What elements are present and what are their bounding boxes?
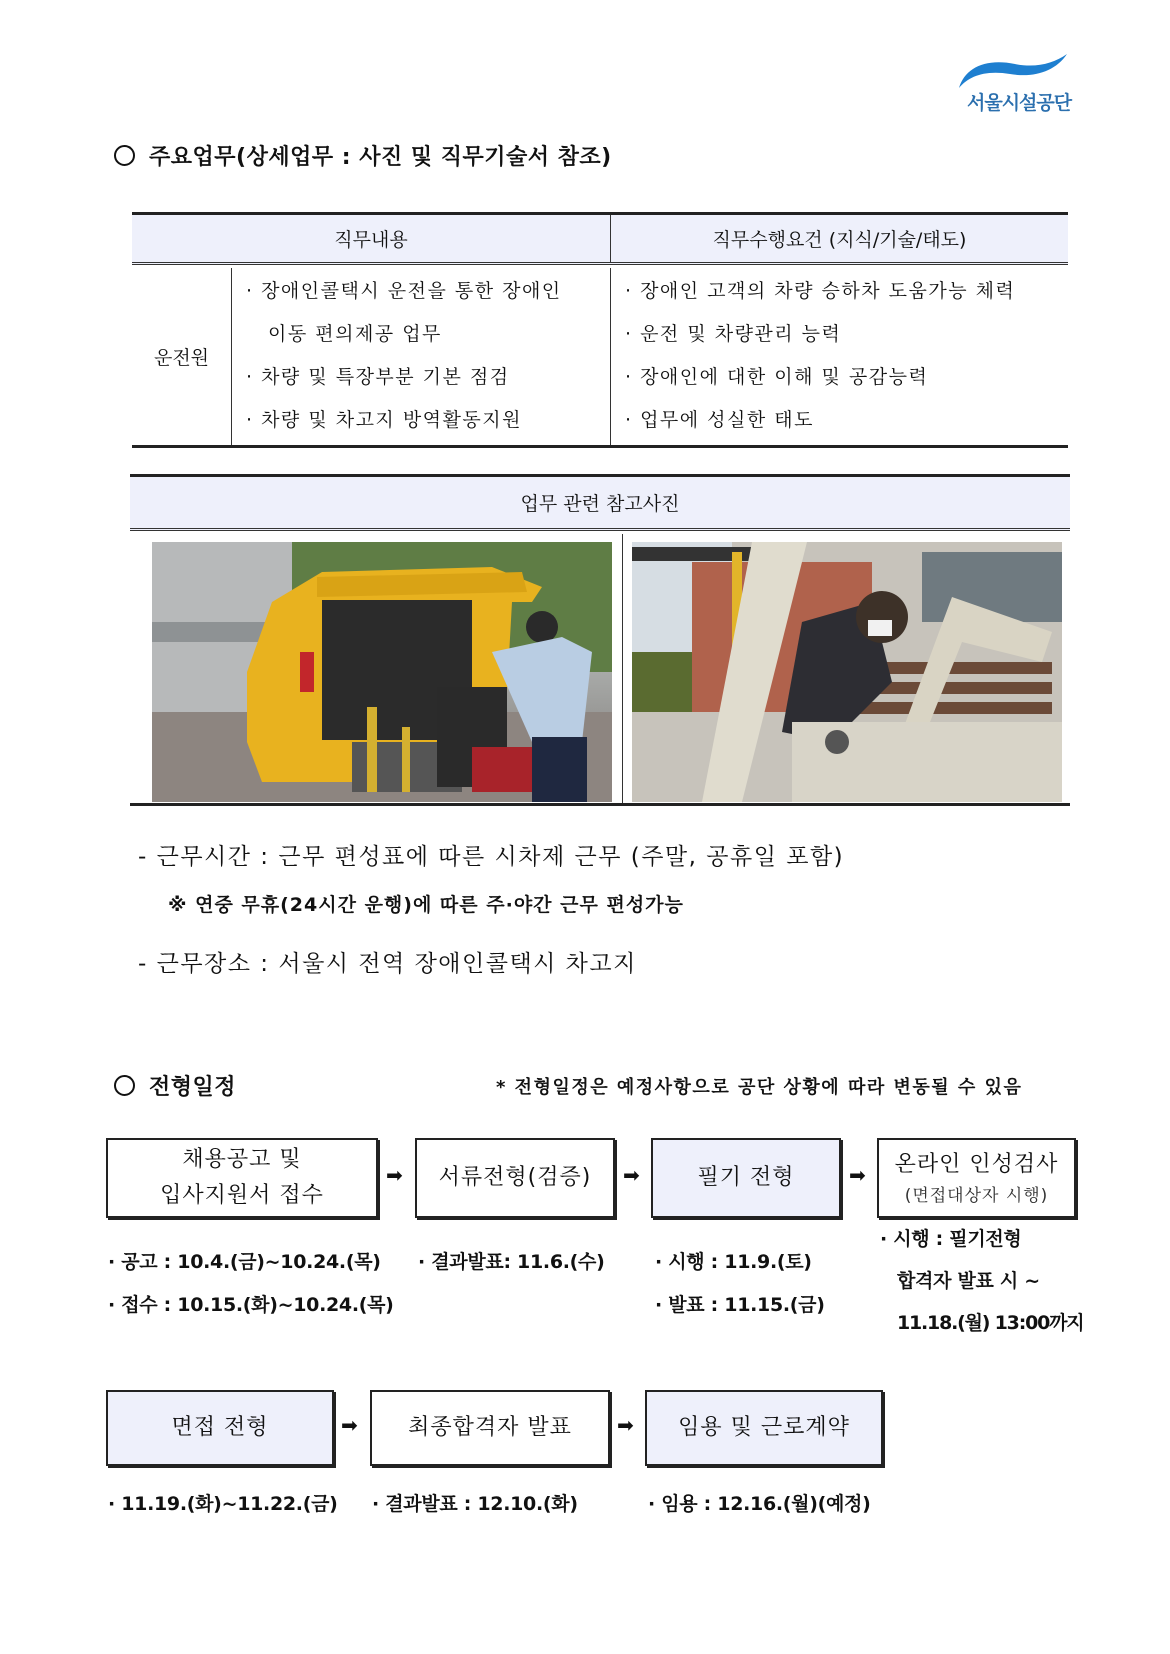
- duty-item: · 차량 및 차고지 방역활동지원: [246, 409, 522, 431]
- step-label: 임용 및 근로계약: [678, 1415, 850, 1440]
- step-application: [106, 1138, 378, 1218]
- photo-table-header: 업무 관련 참고사진: [130, 477, 1070, 531]
- step-written-test: [651, 1138, 841, 1218]
- circle-bullet-icon: [114, 1075, 135, 1096]
- table-header: [132, 215, 1068, 265]
- arrow-right-icon: ➡: [617, 1413, 634, 1437]
- step-detail: · 결과발표 : 12.10.(화): [372, 1493, 578, 1515]
- duty-item: · 차량 및 특장부분 기본 점검: [246, 366, 510, 388]
- step-document-screening: [415, 1138, 615, 1218]
- seoul-facilities-logo: [955, 50, 1075, 120]
- header-requirements: 직무수행요건 (지식/기술/태도): [712, 229, 967, 251]
- step-label: 입사지원서 접수: [160, 1183, 324, 1208]
- step-online-personality-test: [877, 1138, 1076, 1218]
- circle-bullet-icon: [114, 145, 135, 166]
- step-label: 면접 전형: [171, 1415, 269, 1440]
- section-title-text: 주요업무(상세업무 : 사진 및 직무기술서 참조): [149, 145, 612, 170]
- duties-cell: [232, 268, 611, 445]
- step-interview: [106, 1390, 334, 1466]
- step-label: 최종합격자 발표: [408, 1415, 572, 1440]
- step-label: 채용공고 및: [182, 1147, 302, 1172]
- step-detail: · 결과발표: 11.6.(수): [418, 1251, 605, 1273]
- photo-taxi-wheelchair-lift: [152, 542, 612, 802]
- section-title-main-duties: [114, 140, 612, 171]
- step-detail: 합격자 발표 시 ~: [897, 1270, 1040, 1292]
- step-final-announcement: [370, 1390, 610, 1466]
- step-detail: · 발표 : 11.15.(금): [655, 1294, 825, 1316]
- column-divider: [622, 534, 623, 803]
- requirement-item: · 장애인 고객의 차량 승하차 도움가능 체력: [625, 280, 1016, 302]
- work-location: - 근무장소 : 서울시 전역 장애인콜택시 차고지: [138, 951, 637, 977]
- step-appointment-contract: [645, 1390, 883, 1466]
- section-title-schedule: [114, 1070, 236, 1101]
- step-detail: · 공고 : 10.4.(금)~10.24.(목): [108, 1251, 381, 1273]
- step-label: 온라인 인성검사: [894, 1152, 1059, 1177]
- wave-logo-icon: [955, 50, 1070, 90]
- step-label: 필기 전형: [697, 1165, 795, 1190]
- table-body: [132, 268, 1068, 445]
- job-description-table: [132, 212, 1068, 448]
- arrow-right-icon: ➡: [623, 1163, 640, 1187]
- duty-item: 이동 편의제공 업무: [268, 323, 442, 345]
- logo-text: 서울시설공단: [967, 92, 1072, 114]
- requirement-item: · 장애인에 대한 이해 및 공감능력: [625, 366, 929, 388]
- section-title-text: 전형일정: [149, 1075, 237, 1100]
- schedule-notice: * 전형일정은 예정사항으로 공단 상황에 따라 변동될 수 있음: [496, 1077, 1023, 1098]
- requirements-cell: [611, 268, 1068, 445]
- step-detail: · 11.19.(화)~11.22.(금): [108, 1493, 338, 1515]
- step-detail: · 임용 : 12.16.(월)(예정): [648, 1493, 871, 1515]
- step-sublabel: (면접대상자 시행): [904, 1186, 1049, 1206]
- requirement-item: · 업무에 성실한 태도: [625, 409, 814, 431]
- header-duties: 직무내용: [132, 215, 611, 262]
- reference-photo-table: [130, 474, 1070, 806]
- step-detail: 11.18.(월) 13:00까지: [897, 1312, 1084, 1334]
- work-hours-note: ※ 연중 무휴(24시간 운행)에 따른 주·야간 근무 편성가능: [168, 894, 684, 916]
- requirement-item: · 운전 및 차량관리 능력: [625, 323, 842, 345]
- duty-item: · 장애인콜택시 운전을 통한 장애인: [246, 280, 562, 302]
- step-detail: · 접수 : 10.15.(화)~10.24.(목): [108, 1294, 394, 1316]
- work-hours: - 근무시간 : 근무 편성표에 따른 시차제 근무 (주말, 공휴일 포함): [138, 844, 845, 870]
- step-detail: · 시행 : 11.9.(토): [655, 1251, 812, 1273]
- arrow-right-icon: ➡: [849, 1163, 866, 1187]
- photo-lift-inspection: [632, 542, 1062, 802]
- step-detail: · 시행 : 필기전형: [880, 1228, 1022, 1250]
- step-label: 서류전형(검증): [438, 1165, 592, 1190]
- arrow-right-icon: ➡: [386, 1163, 403, 1187]
- role-cell: 운전원: [132, 268, 232, 445]
- arrow-right-icon: ➡: [341, 1413, 358, 1437]
